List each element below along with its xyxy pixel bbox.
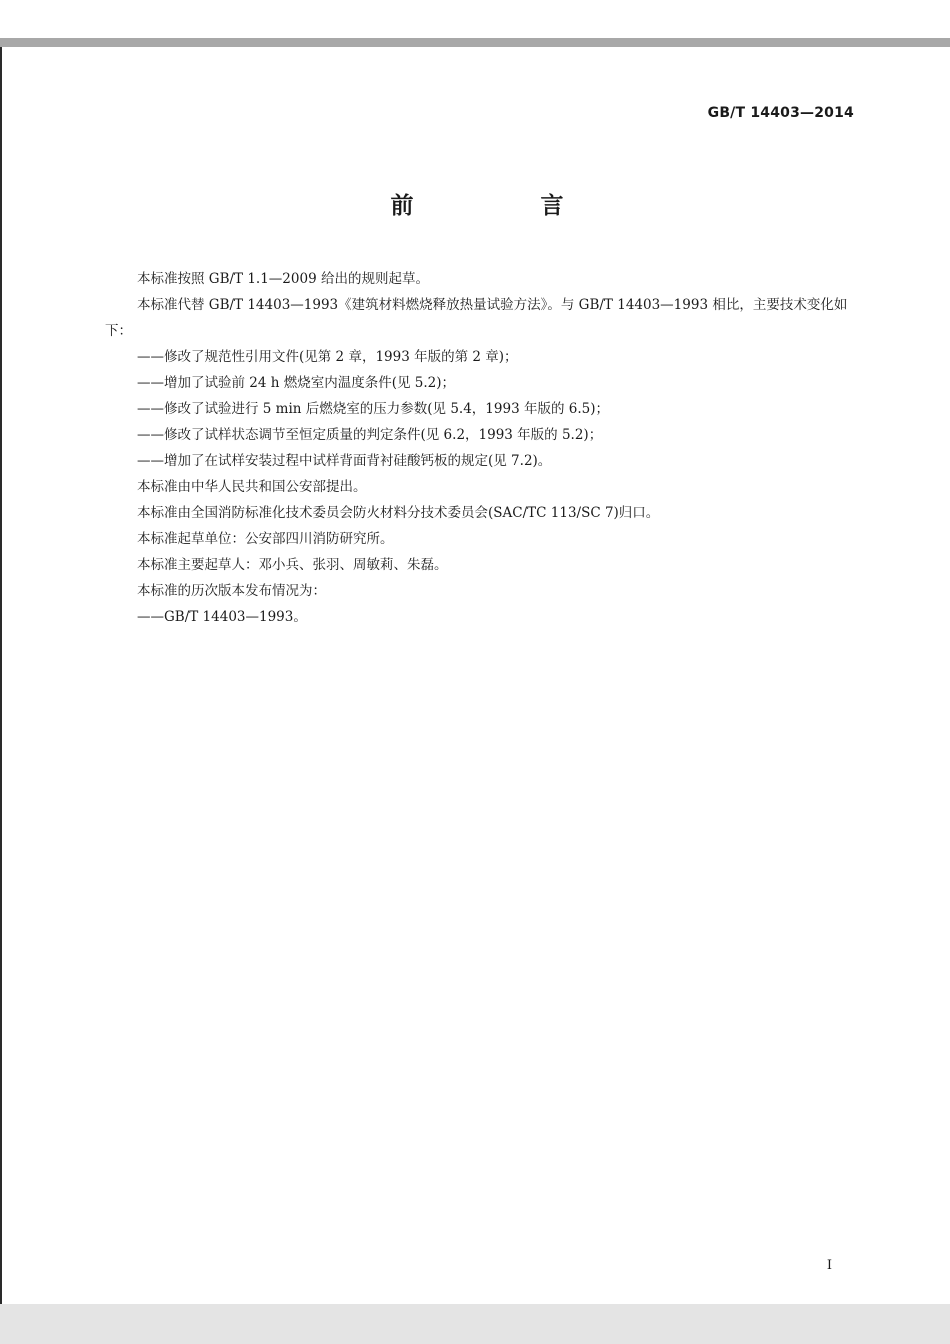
document-page <box>0 47 950 1304</box>
bottom-margin <box>0 1304 950 1344</box>
history-item: ——GB/T 14403—1993。 <box>137 609 307 625</box>
paragraph-replacement: 本标准代替 GB/T 14403—1993《建筑材料燃烧释放热量试验方法》。与 GB/T 14403—1993 相比，主要技术变化如下： <box>105 297 848 339</box>
paragraph-committee: 本标准由全国消防标准化技术委员会防火材料分技术委员会(SAC/TC 113/SC 7)归口。 <box>137 505 660 521</box>
page-title: 前 言 <box>390 193 616 219</box>
change-item: ——增加了试验前 24 h 燃烧室内温度条件(见 5.2)； <box>137 375 456 391</box>
paragraph-drafting-rules: 本标准按照 GB/T 1.1—2009 给出的规则起草。 <box>137 271 429 287</box>
paragraph-history: 本标准的历次版本发布情况为： <box>137 583 326 599</box>
change-item: ——修改了规范性引用文件(见第 2 章，1993 年版的第 2 章)； <box>137 349 518 365</box>
paragraph-drafters: 本标准主要起草人：邓小兵、张羽、周敏莉、朱磊。 <box>137 557 448 573</box>
change-item: ——修改了试样状态调节至恒定质量的判定条件(见 6.2，1993 年版的 5.2)； <box>137 427 603 443</box>
standard-code: GB/T 14403—2014 <box>707 105 854 121</box>
paragraph-proposer: 本标准由中华人民共和国公安部提出。 <box>137 479 367 495</box>
body-text <box>105 266 865 630</box>
change-item: ——增加了在试样安装过程中试样背面背衬硅酸钙板的规定(见 7.2)。 <box>137 453 552 469</box>
top-margin <box>0 0 950 38</box>
top-rule <box>0 38 950 47</box>
page-number: I <box>826 1258 832 1273</box>
paragraph-drafting-unit: 本标准起草单位：公安部四川消防研究所。 <box>137 531 394 547</box>
change-item: ——修改了试验进行 5 min 后燃烧室的压力参数(见 5.4，1993 年版的 6.5)； <box>137 401 609 417</box>
